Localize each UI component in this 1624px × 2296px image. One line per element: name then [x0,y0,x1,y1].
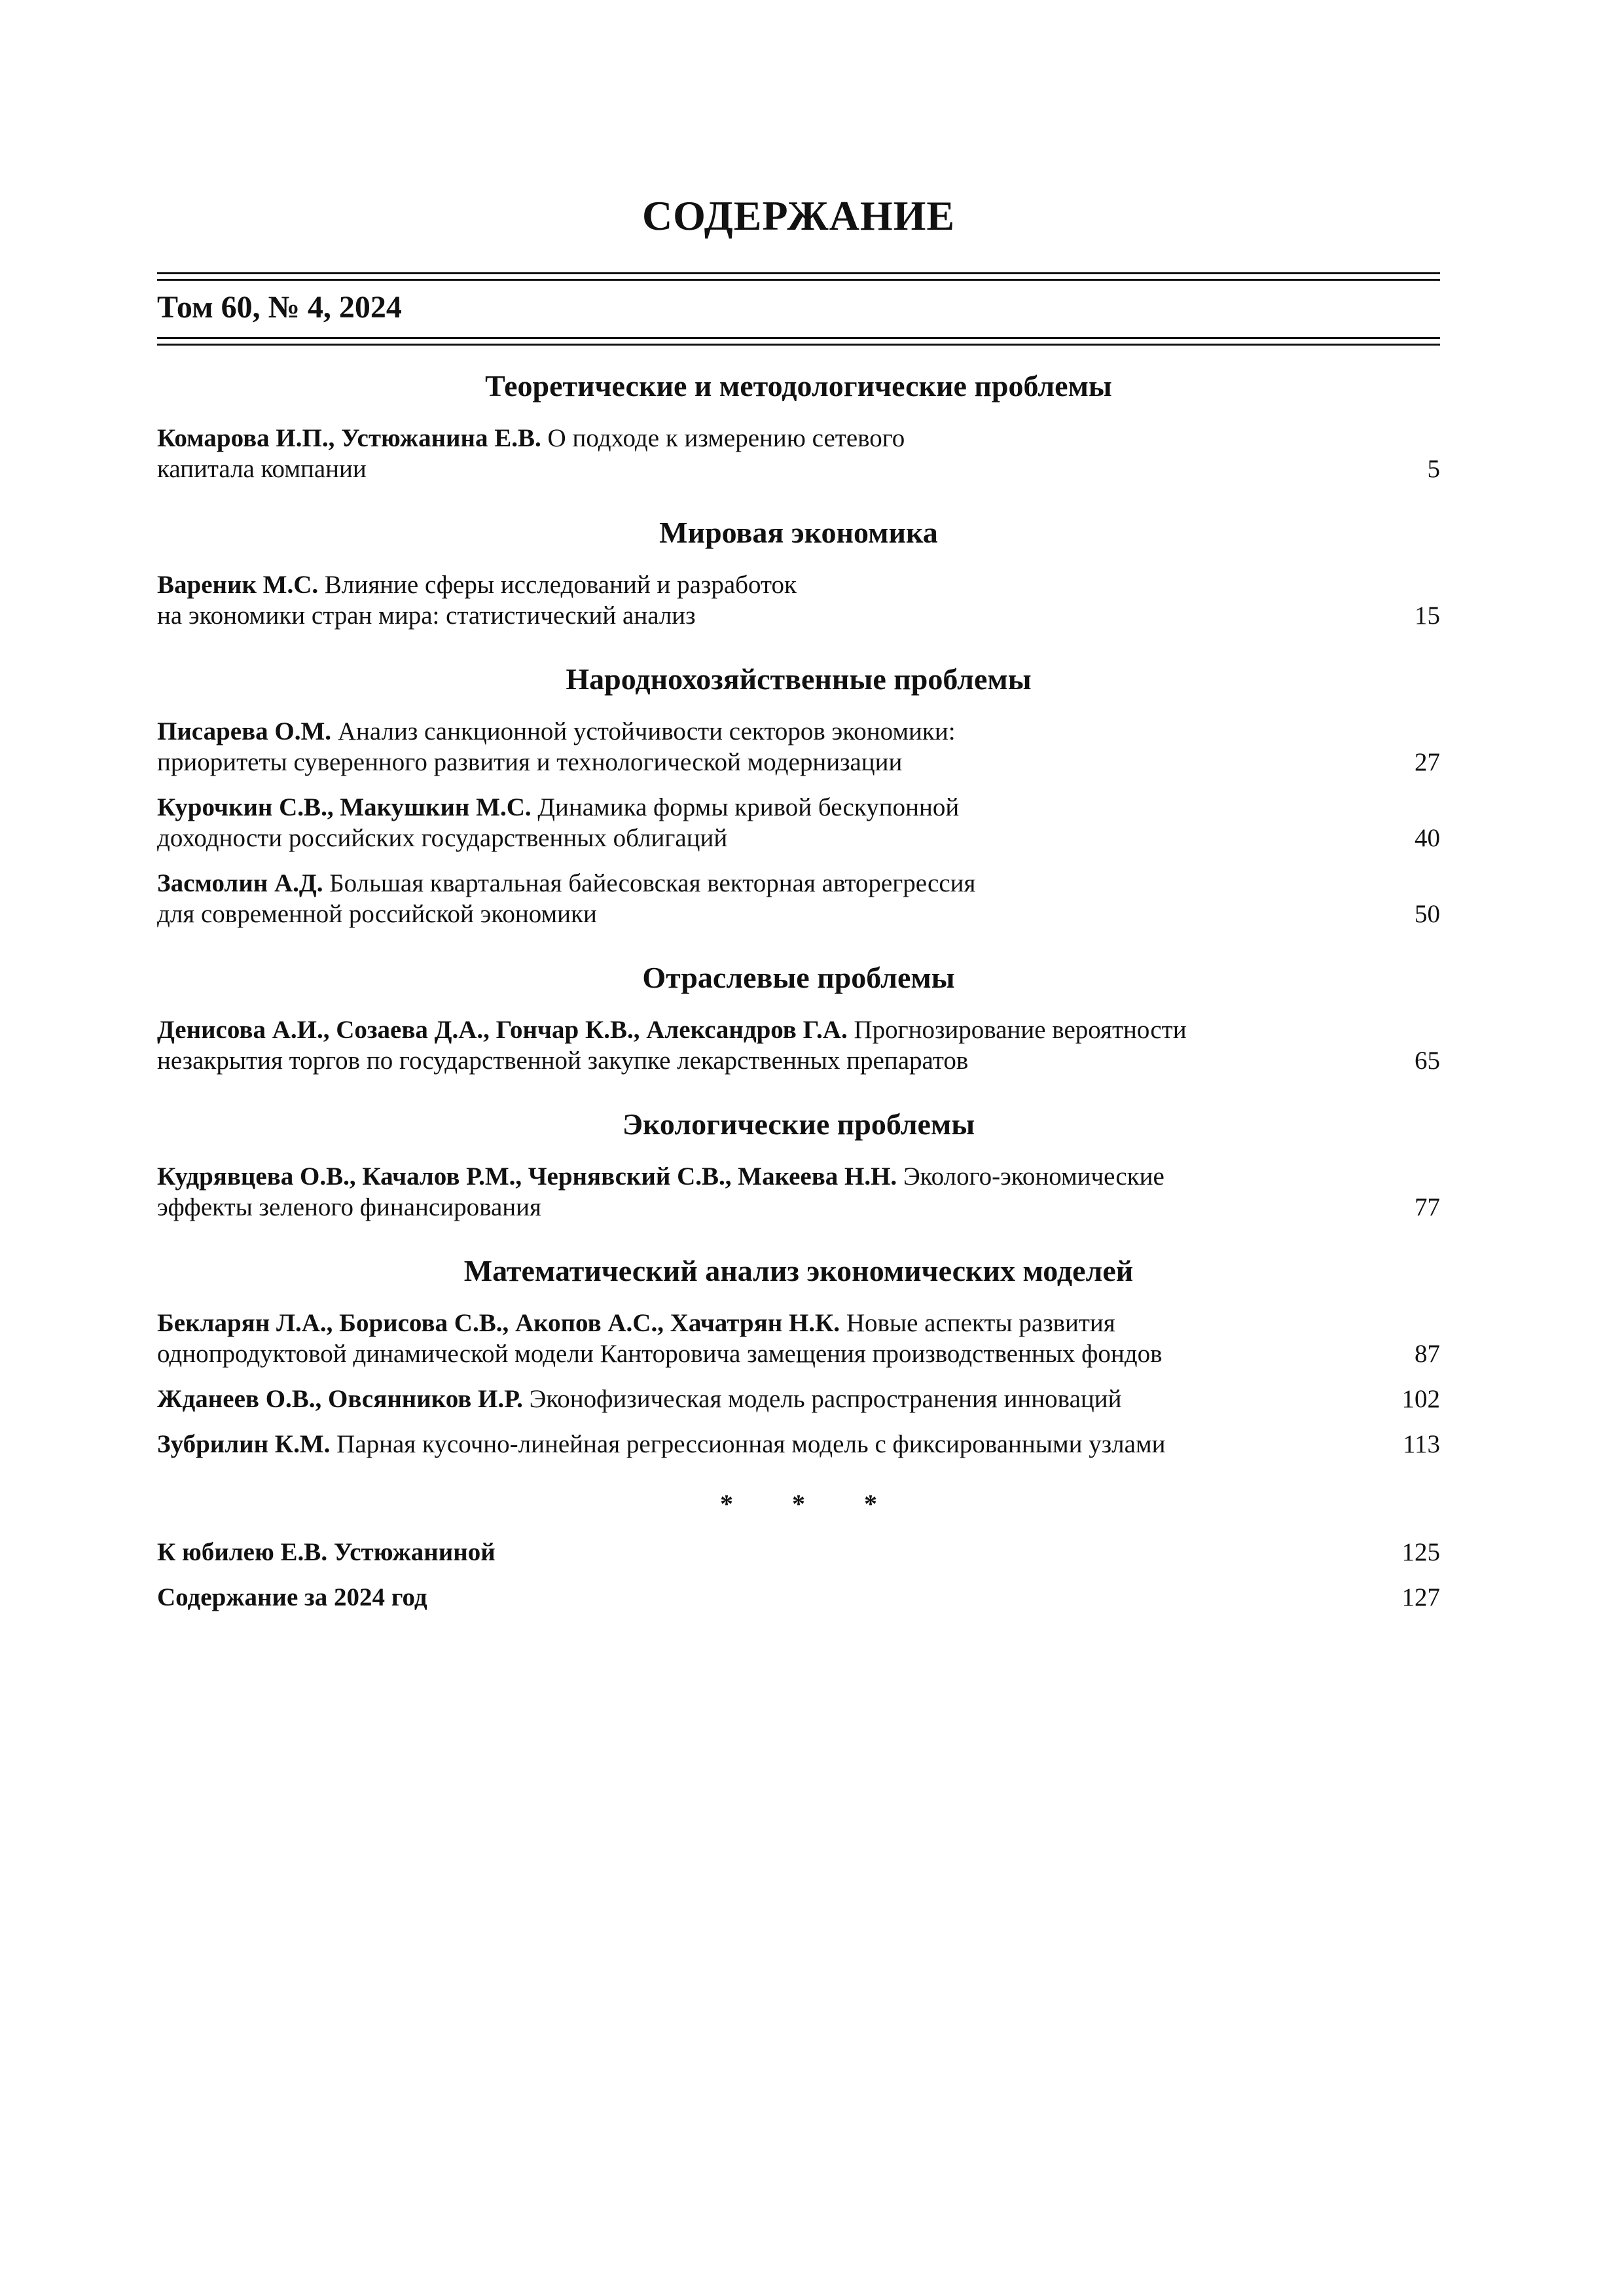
toc-entry[interactable] [157,423,1440,484]
toc-entry[interactable] [157,716,1440,778]
section-title: Отраслевые проблемы [642,961,955,994]
entry-authors: Зубрилин К.М. [157,1430,331,1458]
entry-text [157,1014,1335,1076]
entry-title-line1: Эколого-экономические [903,1162,1164,1191]
toc-entry[interactable] [157,1429,1440,1460]
toc-entry[interactable] [157,792,1440,853]
entry-title-line1: Эконофизическая модель распространения инноваций [529,1385,1122,1413]
section-separator: * * * [720,1489,903,1518]
entry-page-number: 102 [1401,1385,1440,1413]
entry-title-line2: капитала компании [157,455,367,483]
entry-title-line2: незакрытия торгов по государственной закупке лекарственных препаратов [157,1047,969,1075]
toc-section [157,1251,1440,1460]
entry-page-number: 77 [1415,1193,1440,1221]
entry-title-line2: доходности российских государственных облигаций [157,824,728,852]
entry-title-line2: однопродуктовой динамической модели Канторовича замещения производственных фондов [157,1340,1163,1368]
entry-title-line2: приоритеты суверенного развития и технологической модернизации [157,748,903,776]
double-rule-top [157,272,1440,281]
entry-text [157,1384,1335,1414]
entry-authors: Денисова А.И., Созаева Д.А., Гончар К.В., Александров Г.А. [157,1016,848,1044]
entry-title-line1: Анализ санкционной устойчивости секторов экономики: [337,717,956,745]
toc-entry[interactable] [157,1161,1440,1223]
section-title: Народнохозяйственные проблемы [566,662,1032,696]
entry-title-line1: Большая квартальная байесовская векторная авторегрессия [329,869,976,897]
page-title: СОДЕРЖАНИЕ [641,192,956,239]
toc-section [157,660,1440,929]
entry-text [157,716,1335,778]
entry-authors: Вареник М.С. [157,571,319,599]
toc-entry[interactable] [157,569,1440,631]
table-of-contents [157,367,1440,1627]
entry-text [157,792,1335,853]
entry-title-line1: Влияние сферы исследований и разработок [324,571,797,599]
entry-page-number: 40 [1415,824,1440,852]
entry-text [157,1161,1335,1223]
toc-section [157,367,1440,484]
toc-entry[interactable] [157,1537,1440,1568]
entry-page-number: 127 [1401,1583,1440,1611]
entry-text: К юбилею Е.В. Устюжаниной [157,1538,496,1566]
toc-section [157,958,1440,1076]
section-title: Экологические проблемы [622,1107,975,1141]
entry-text [157,1429,1335,1460]
section-title: Теоретические и методологические проблемы [485,369,1112,403]
section-title: Мировая экономика [659,516,938,549]
toc-entry[interactable] [157,1384,1440,1414]
entry-authors: Засмолин А.Д. [157,869,323,897]
section-title: Математический анализ экономических моделей [463,1254,1134,1287]
entry-authors: Бекларян Л.А., Борисова С.В., Акопов А.С., Хачатрян Н.К. [157,1309,840,1337]
entry-page-number: 113 [1402,1430,1440,1458]
entry-title-line2: для современной российской экономики [157,900,597,928]
entry-page-number: 5 [1427,455,1440,483]
entry-authors: Жданеев О.В., Овсянников И.Р. [157,1385,523,1413]
entry-title-line2: эффекты зеленого финансирования [157,1193,541,1221]
toc-entry[interactable] [157,868,1440,929]
issue-info: Том 60, № 4, 2024 [157,290,402,325]
double-rule-bottom [157,337,1440,346]
entry-authors: Курочкин С.В., Макушкин М.С. [157,793,532,821]
entry-page-number: 50 [1415,900,1440,928]
entry-authors: Писарева О.М. [157,717,332,745]
entry-title-line1: Прогнозирование вероятности [854,1016,1187,1044]
entry-authors: Кудрявцева О.В., Качалов Р.М., Чернявский С.В., Макеева Н.Н. [157,1162,897,1191]
entry-title-line1: Динамика формы кривой бескупонной [537,793,960,821]
entry-title-line1: Парная кусочно-линейная регрессионная модель с фиксированными узлами [336,1430,1166,1458]
entry-title-line1: Новые аспекты развития [846,1309,1115,1337]
entry-text [157,1308,1335,1369]
entry-text [157,868,1335,929]
toc-entry[interactable] [157,1308,1440,1369]
toc-section [157,513,1440,631]
entry-page-number: 65 [1415,1047,1440,1075]
entry-text: Содержание за 2024 год [157,1583,427,1611]
toc-entry[interactable] [157,1014,1440,1076]
entry-text [157,569,1335,631]
entry-title-line1: О подходе к измерению сетевого [547,424,905,452]
entry-title-line2: на экономики стран мира: статистический анализ [157,601,696,630]
entry-page-number: 27 [1415,748,1440,776]
entry-text [157,423,1335,484]
entry-page-number: 15 [1415,601,1440,630]
toc-section [157,1105,1440,1223]
entry-authors: Комарова И.П., Устюжанина Е.В. [157,424,541,452]
entry-page-number: 125 [1401,1538,1440,1566]
entry-page-number: 87 [1415,1340,1440,1368]
toc-entry[interactable] [157,1582,1440,1613]
